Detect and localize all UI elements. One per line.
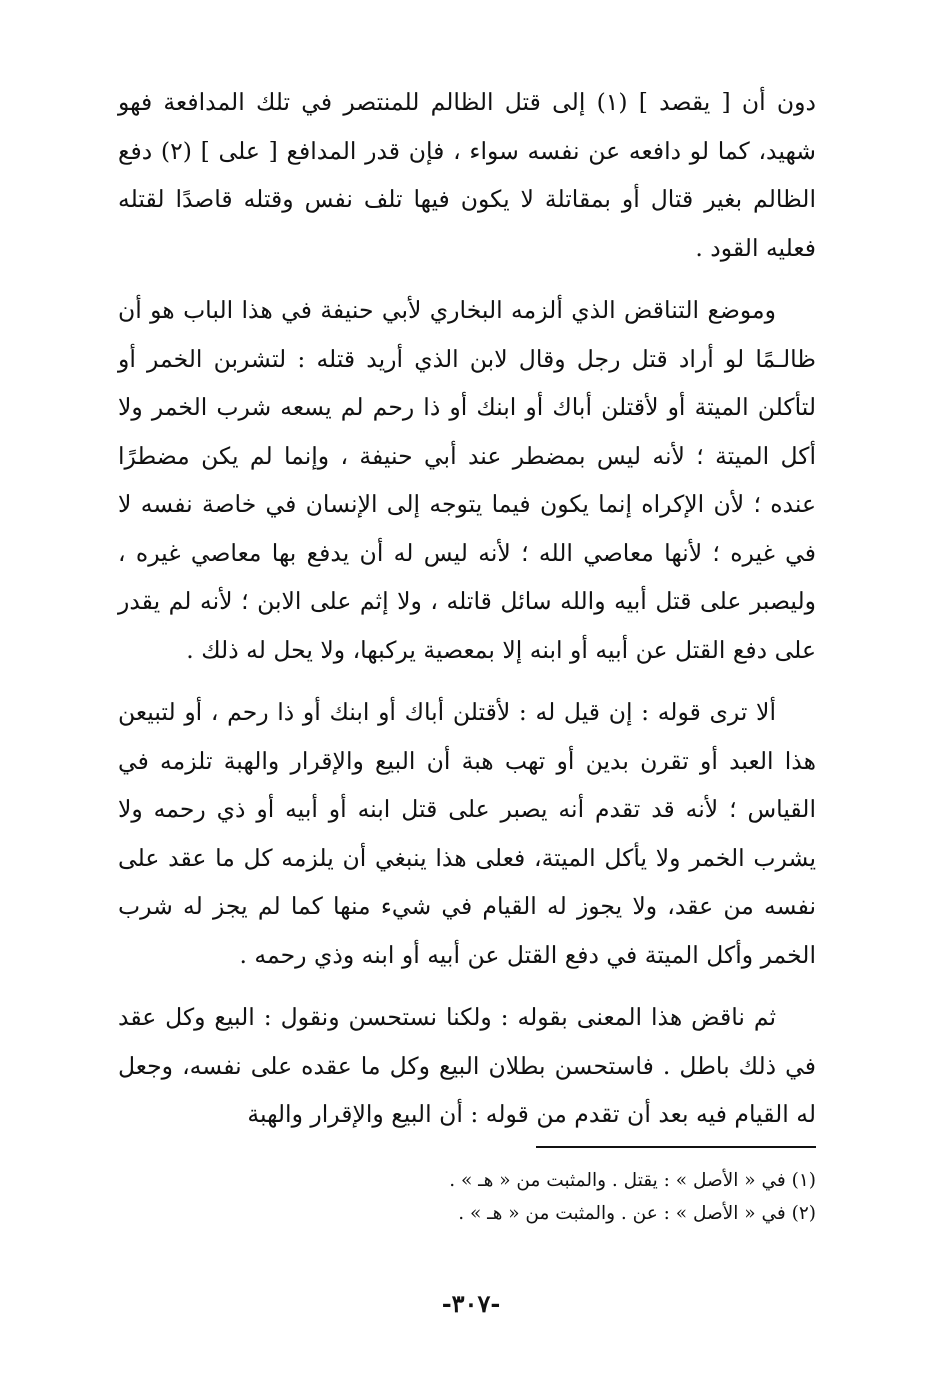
paragraph-2: وموضع التناقض الذي ألزمه البخاري لأبي حنيفة في هذا الباب هو أن ظالـمًا لو أراد قتل رجل وقال لابن الذي أريد قتله : لتشربن الخمر أو لتأكلن الميتة أو لأقتلن أباك أو ابنك أو ذا رحم لم يسعه شرب الخمر ولا أكل الميتة ؛ لأنه ليس بمضطر عند أبي حنيفة ، وإنما لم يكن مضطرًا عنده ؛ لأن الإكراه إنما يكون فيما يتوجه إلى الإنسان في خاصة نفسه لا في غيره ؛ لأنها معاصي الله ؛ لأنه ليس له أن يدفع بها معاصي غيره ، وليصبر على قتل أبيه والله سائل قاتله ، ولا إثم على الابن ؛ لأنه لم يقدر على دفع القتل عن أبيه أو ابنه إلا بمعصية يركبها، ولا يحل له ذلك . — [118, 296, 816, 664]
main-text — [118, 78, 816, 1139]
paragraph-1: دون أن [ يقصد ] (١) إلى قتل الظالم للمنتصر في تلك المدافعة فهو شهيد، كما لو دافعه عن نفسه سواء ، فإن قدر المدافع [ على ] (٢) دفع الظالم بغير قتال أو بمقاتلة لا يكون فيها تلف نفس وقتله قاصدًا لقتله فعليه القود . — [118, 88, 816, 262]
paragraph-4: ثم ناقض هذا المعنى بقوله : ولكنا نستحسن ونقول : البيع وكل عقد في ذلك باطل . فاستحسن بطلان البيع وكل ما عقده على نفسه، وجعل له القيام فيه بعد أن تقدم من قوله : أن البيع والإقرار والهبة — [118, 1003, 816, 1128]
paragraph-3: ألا ترى قوله : إن قيل له : لأقتلن أباك أو ابنك أو ذا رحم ، أو لتبيعن هذا العبد أو تقرن بدين أو تهب هبة أن البيع والإقرار والهبة تلزمه في القياس ؛ لأنه قد تقدم أنه يصبر على قتل ابنه أو أبيه أو ذي رحمه ولا يشرب الخمر ولا يأكل الميتة، فعلى هذا ينبغي أن يلزمه كل ما عقد على نفسه من عقد، ولا يجوز له القيام في شيء منها كما لم يجز له شرب الخمر وأكل الميتة في دفع القتل عن أبيه أو ابنه وذي رحمه . — [118, 698, 816, 969]
footnotes — [118, 1146, 816, 1230]
footnote-1: (١) في « الأصل » : يقتل . والمثبت من « هـ » . — [449, 1170, 816, 1191]
page-number: -٣٠٧- — [441, 1289, 501, 1318]
footnote-2: (٢) في « الأصل » : عن . والمثبت من « هـ » . — [458, 1203, 816, 1224]
footnote-divider — [536, 1146, 816, 1148]
